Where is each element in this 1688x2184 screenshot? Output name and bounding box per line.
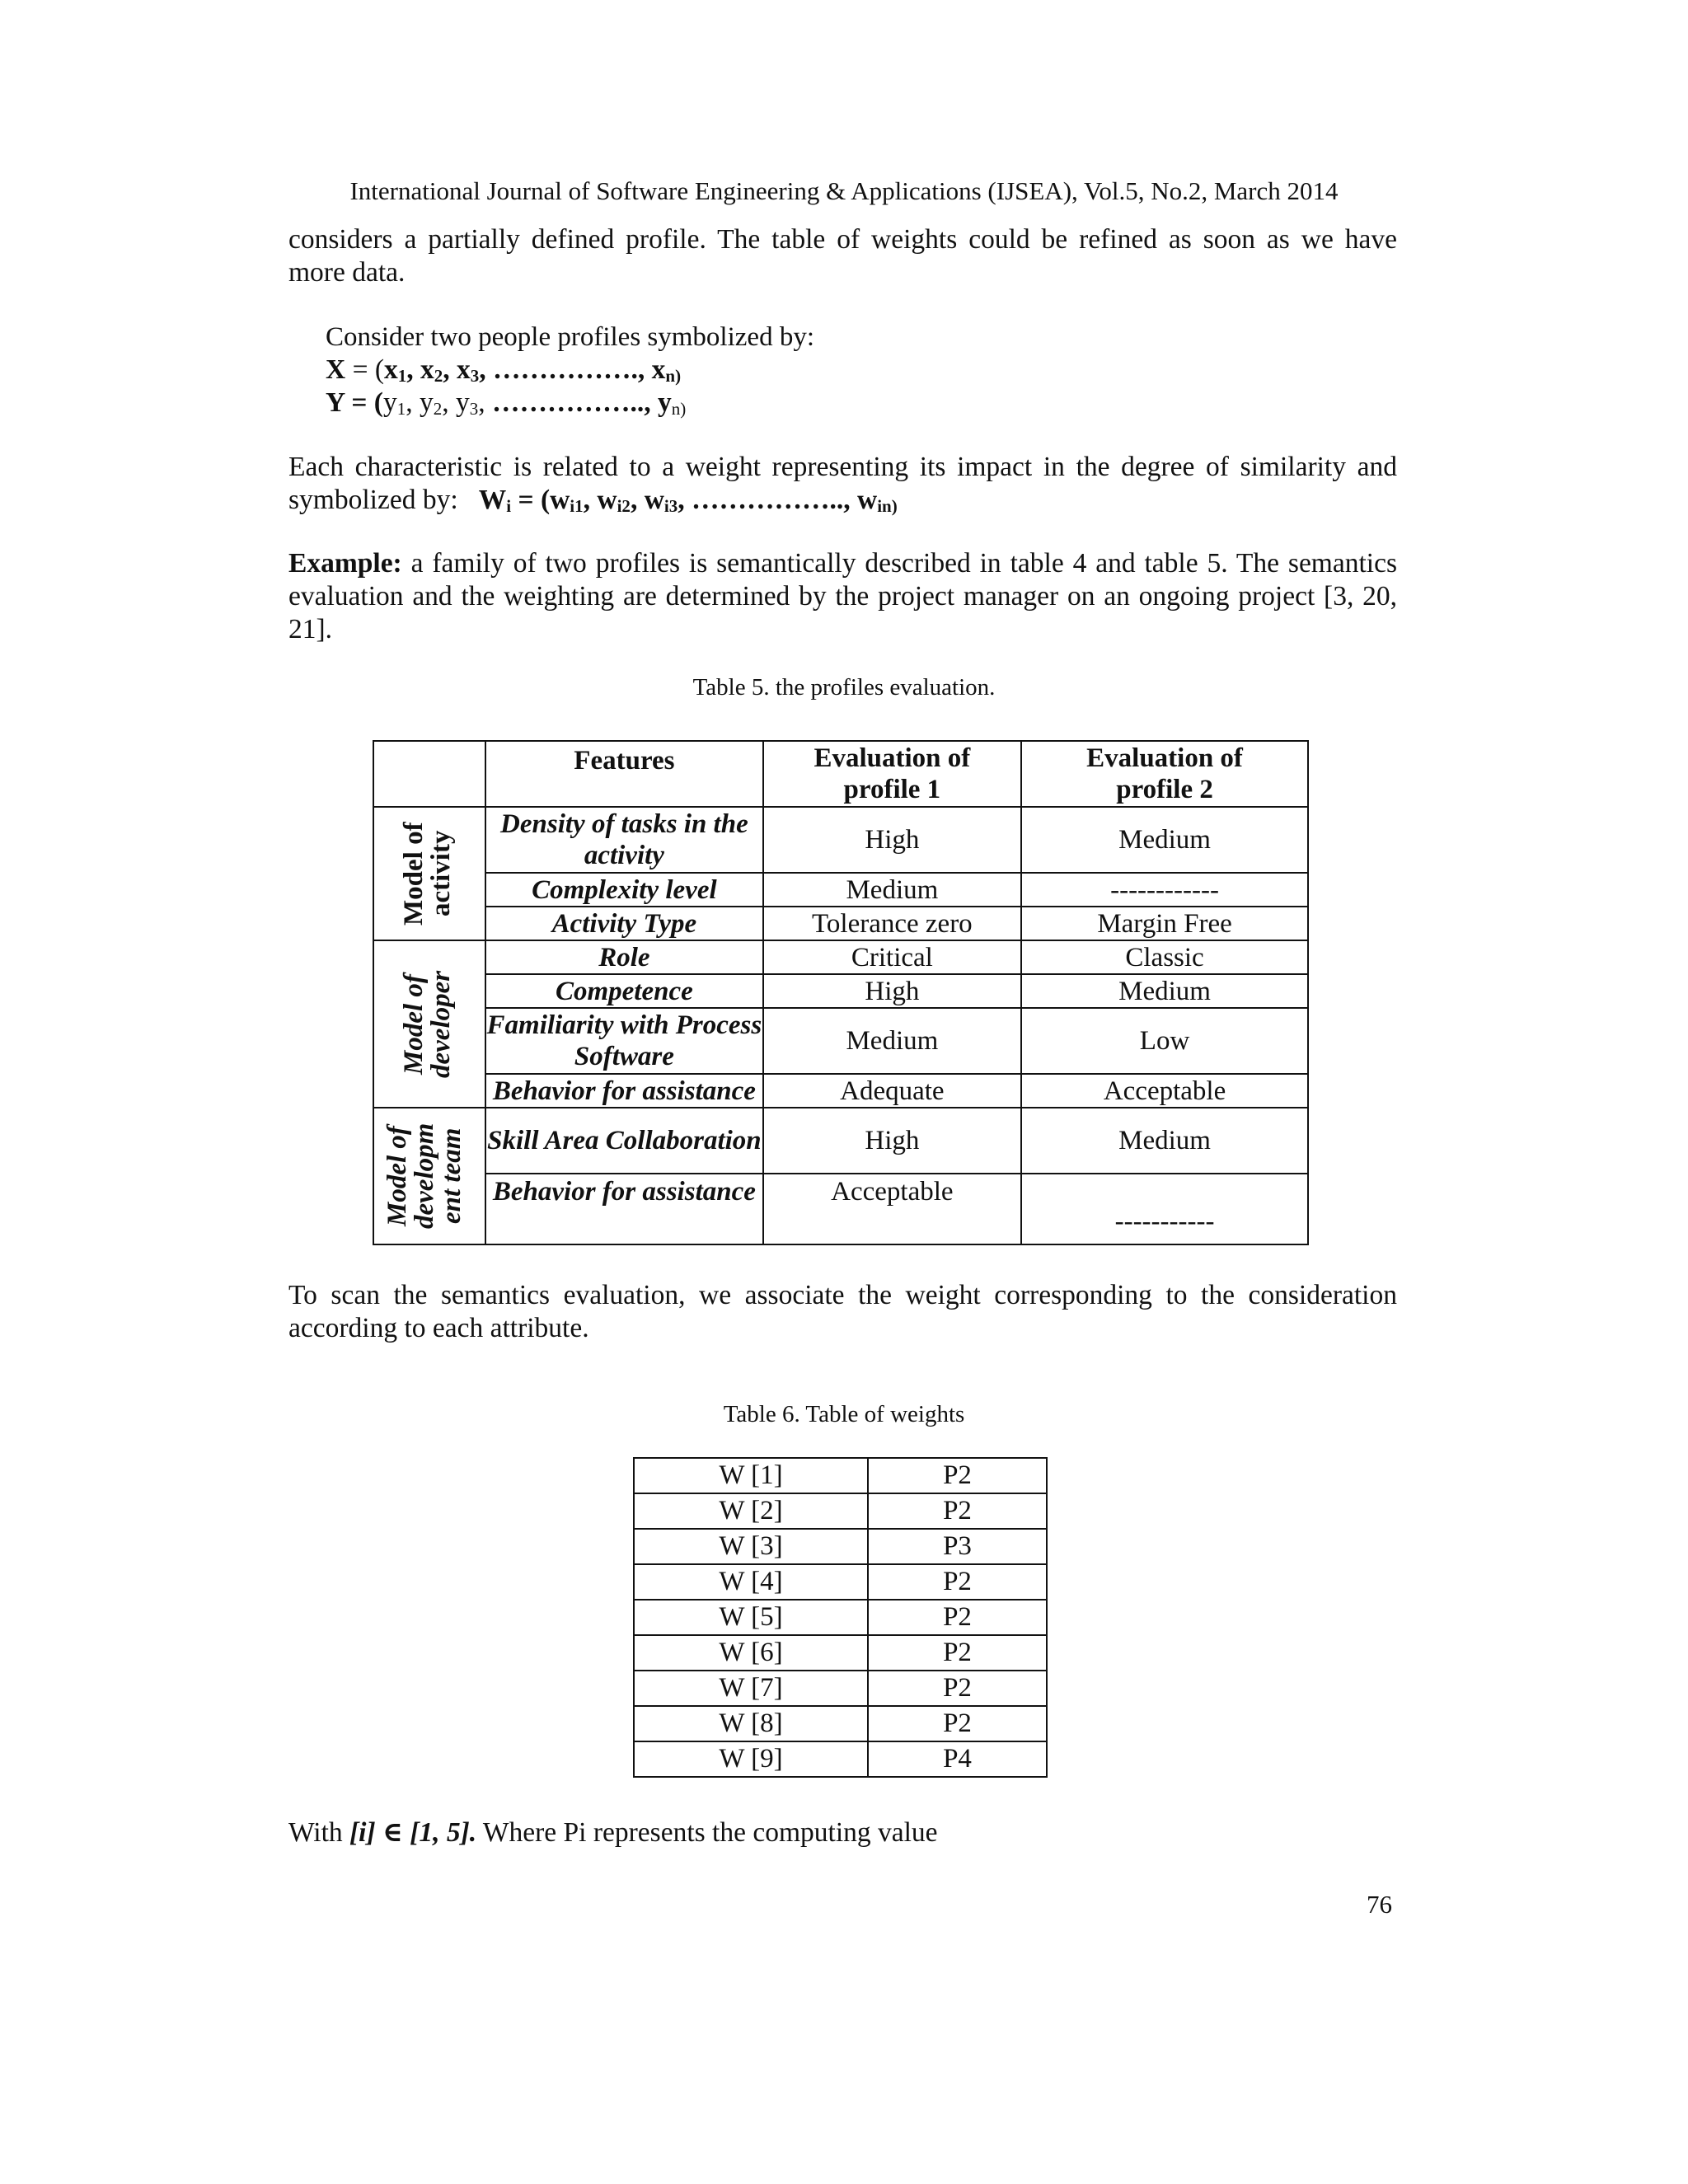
group-model-of-activity: Model of activity — [373, 807, 485, 940]
table-row: W [4] P2 — [634, 1564, 1047, 1600]
header-profile-2: Evaluation of profile 2 — [1021, 741, 1308, 807]
scan-paragraph: To scan the semantics evaluation, we associate the weight corresponding to the consideration according to each attribute. — [288, 1280, 1397, 1343]
table-row: W [1] P2 — [634, 1458, 1047, 1493]
page-number: 76 — [1367, 1890, 1392, 1919]
formula-y: $Y = (y_1$, $y_2$, $y_3$, …………….., $y_{n)}$ — [326, 387, 687, 419]
table-row: W [3] P3 — [634, 1529, 1047, 1564]
table6-caption: Table 6. Table of weights — [723, 1401, 965, 1427]
table-row: Model of developer Role Critical Classic — [373, 940, 1308, 974]
table-row: W [9] P4 — [634, 1741, 1047, 1777]
profiles-evaluation-table — [373, 740, 1309, 1245]
formula-x: $X = (x_1$, $x_2$, $x_3$, ……………., $x_{n)}$ — [326, 354, 682, 386]
table-row: Model of activity Density of tasks in the activity High Medium — [373, 807, 1308, 873]
intro-paragraph: considers a partially defined profile. The table of weights could be refined as soon as we have more data. — [288, 224, 1397, 288]
example-paragraph: Example: a family of two profiles is semantically described in table 4 and table 5. The semantics evaluation and the weighting are determined by the project manager on an ongoing project [3, 20, 21]. — [288, 548, 1398, 644]
table-row: W [5] P2 — [634, 1600, 1047, 1635]
table-row: Familiarity with Process Software Medium Low — [373, 1008, 1308, 1074]
index-range: [i] ∈ [1, 5]. — [349, 1817, 477, 1848]
table-row: Behavior for assistance Adequate Acceptable — [373, 1074, 1308, 1108]
table-row: W [8] P2 — [634, 1706, 1047, 1741]
table-row: W [7] P2 — [634, 1671, 1047, 1706]
weight-formula: $W_i = (w_{i1}$, $w_{i2}$, $w_{i3}$, …………….., $w_{in)}$ — [478, 485, 898, 516]
table-row: Activity Type Tolerance zero Margin Free — [373, 907, 1308, 940]
group-model-of-development-team: Model of developm ent team — [373, 1108, 485, 1244]
weights-paragraph: Each characteristic is related to a weight representing its impact in the degree of similarity and symbolized by: $W_i = (w_{i1}$, $w_{i2}$, $w_{i3}$, …………….., $w_{in)}$ — [288, 452, 1397, 516]
table5-corner-cell — [373, 741, 485, 807]
closing-line: With [i] ∈ [1, 5]. Where Pi represents the computing value — [288, 1817, 938, 1848]
table-row: Complexity level Medium ------------ — [373, 873, 1308, 907]
header-features: Features — [485, 741, 763, 807]
table-row: W [2] P2 — [634, 1493, 1047, 1529]
header-profile-1: Evaluation of profile 1 — [763, 741, 1021, 807]
table-row: Competence High Medium — [373, 974, 1308, 1008]
profiles-lead: Consider two people profiles symbolized by: — [326, 322, 814, 352]
running-head: International Journal of Software Engineering & Applications (IJSEA), Vol.5, No.2, March 2014 — [349, 176, 1339, 205]
table-row: W [6] P2 — [634, 1635, 1047, 1671]
weights-table — [633, 1457, 1048, 1778]
table-row: Model of developm ent team Skill Area Collaboration High Medium — [373, 1108, 1308, 1174]
group-model-of-developer: Model of developer — [373, 940, 485, 1108]
table5-header-row — [373, 741, 1308, 807]
table5-caption: Table 5. the profiles evaluation. — [692, 674, 996, 701]
table-row: Behavior for assistance Acceptable ----------- — [373, 1174, 1308, 1244]
